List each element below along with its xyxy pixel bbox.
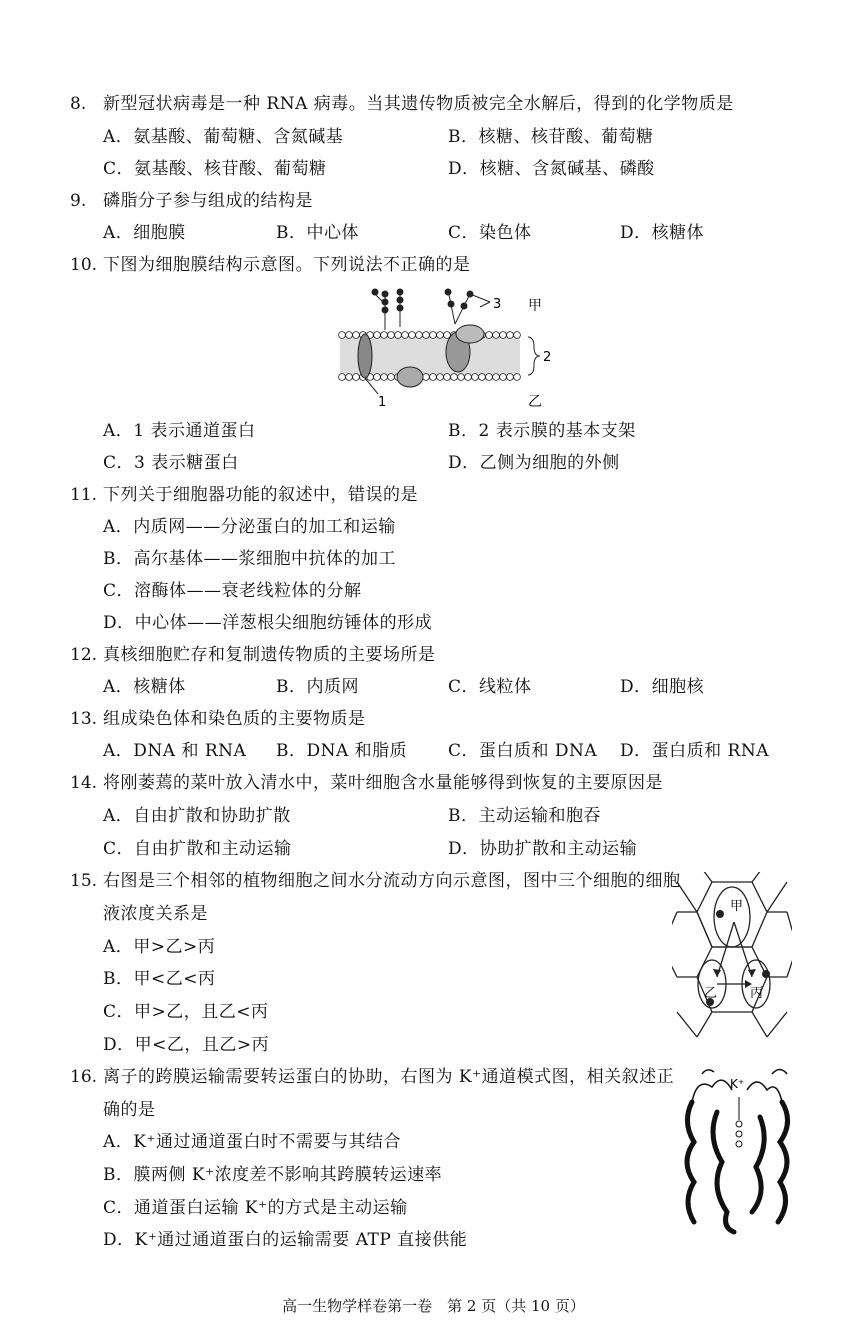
phospholipid-head	[493, 332, 500, 339]
question-15-option-c: C．甲>乙，且乙<丙	[103, 1002, 269, 1022]
plant-cells-diagram	[672, 872, 792, 1042]
question-14-option-c: C．自由扩散和主动运输	[103, 839, 292, 859]
k-ion-label: K⁺	[730, 1077, 745, 1091]
question-9-option-b: B．中心体	[276, 223, 359, 243]
phospholipid-head	[374, 374, 381, 381]
membrane-label-1: 1	[378, 395, 387, 410]
phospholipid-head	[339, 332, 346, 339]
question-8-option-c: C．氨基酸、核苷酸、葡萄糖	[103, 159, 327, 179]
question-8-option-b: B．核糖、核苷酸、葡萄糖	[448, 127, 654, 147]
phospholipid-head	[374, 332, 381, 339]
glycoprotein	[456, 325, 484, 343]
question-13-option-d: D．蛋白质和 RNA	[620, 741, 769, 761]
phospholipid-head	[507, 374, 514, 381]
page-footer: 高一生物学样卷第一卷 第 2 页（共 10 页）	[282, 1297, 585, 1315]
question-14-option-d: D．协助扩散和主动运输	[448, 839, 638, 859]
membrane-label-3: 3	[493, 297, 502, 312]
phospholipid-head	[402, 332, 409, 339]
phospholipid-head	[423, 374, 430, 381]
phospholipid-head	[500, 374, 507, 381]
question-14-option-b: B．主动运输和胞吞	[448, 806, 601, 826]
question-16-option-c: C．通道蛋白运输 K⁺的方式是主动运输	[103, 1198, 408, 1218]
phospholipid-head	[423, 332, 430, 339]
question-12-option-b: B．内质网	[276, 677, 359, 697]
phospholipid-head	[507, 332, 514, 339]
peripheral-protein	[397, 367, 423, 387]
membrane-side-bottom: 乙	[528, 394, 542, 410]
question-9-option-a: A．细胞膜	[103, 223, 186, 243]
question-11-option-b: B．高尔基体——浆细胞中抗体的加工	[103, 549, 396, 569]
question-9-stem: 磷脂分子参与组成的结构是	[103, 191, 313, 211]
phospholipid-head	[514, 374, 521, 381]
phospholipid-head	[346, 332, 353, 339]
question-12-option-d: D．细胞核	[620, 677, 705, 697]
cell-label-bing: 丙	[750, 986, 764, 1001]
phospholipid-head	[388, 374, 395, 381]
phospholipid-head	[437, 332, 444, 339]
question-12-option-c: C．线粒体	[448, 677, 532, 697]
question-16-option-b: B．膜两侧 K⁺浓度差不影响其跨膜转运速率	[103, 1165, 443, 1185]
question-13-stem: 组成染色体和染色质的主要物质是	[103, 709, 366, 729]
cell-membrane-diagram	[330, 282, 560, 412]
question-10-stem: 下图为细胞膜结构示意图。下列说法不正确的是	[103, 255, 471, 275]
question-12-stem: 真核细胞贮存和复制遗传物质的主要场所是	[103, 645, 436, 665]
question-16-stem-line2: 确的是	[103, 1100, 156, 1120]
phospholipid-head	[339, 374, 346, 381]
question-10-option-d: D．乙侧为细胞的外侧	[448, 453, 620, 473]
phospholipid-head	[486, 332, 493, 339]
question-10-option-a: A．1 表示通道蛋白	[103, 421, 256, 441]
phospholipid-head	[388, 332, 395, 339]
question-13-option-b: B．DNA 和脂质	[276, 741, 408, 761]
phospholipid-head	[395, 332, 402, 339]
question-12-number: 12.	[70, 645, 98, 665]
phospholipid-head	[353, 374, 360, 381]
question-14-option-a: A．自由扩散和协助扩散	[103, 806, 291, 826]
question-15-option-d: D．甲<乙，且乙>丙	[103, 1035, 270, 1055]
question-8-option-d: D．核糖、含氮碱基、磷酸	[448, 159, 655, 179]
question-9-option-c: C．染色体	[448, 223, 532, 243]
question-12-option-a: A．核糖体	[103, 677, 186, 697]
question-10-option-c: C．3 表示糖蛋白	[103, 453, 239, 473]
question-11-option-c: C．溶酶体——衰老线粒体的分解	[103, 581, 362, 601]
question-10-number: 10.	[70, 255, 98, 275]
k-channel-diagram	[672, 1062, 807, 1242]
membrane-side-top: 甲	[528, 298, 542, 314]
question-8-number: 8.	[70, 94, 87, 114]
phospholipid-head	[409, 332, 416, 339]
question-11-option-d: D．中心体——洋葱根尖细胞纺锤体的形成	[103, 613, 433, 633]
phospholipid-head	[416, 332, 423, 339]
question-15-stem: 右图是三个相邻的植物细胞之间水分流动方向示意图，图中三个细胞的细胞	[103, 871, 681, 891]
question-11-stem: 下列关于细胞器功能的叙述中，错误的是	[103, 485, 418, 505]
phospholipid-head	[381, 374, 388, 381]
question-8-option-a: A．氨基酸、葡萄糖、含氮碱基	[103, 127, 344, 147]
phospholipid-head	[353, 332, 360, 339]
phospholipid-head	[493, 374, 500, 381]
question-16-option-a: A．K⁺通过通道蛋白时不需要与其结合	[103, 1132, 401, 1152]
question-15-option-a: A．甲>乙>丙	[103, 937, 216, 957]
membrane-label-2: 2	[543, 350, 552, 365]
phospholipid-head	[451, 374, 458, 381]
question-16-option-d: D．K⁺通过通道蛋白的运输需要 ATP 直接供能	[103, 1230, 468, 1250]
phospholipid-head	[465, 374, 472, 381]
phospholipid-head	[437, 374, 444, 381]
question-11-number: 11.	[70, 485, 98, 505]
phospholipid-head	[430, 374, 437, 381]
question-16-stem: 离子的跨膜运输需要转运蛋白的协助，右图为 K⁺通道模式图，相关叙述正	[103, 1067, 675, 1087]
phospholipid-head	[479, 374, 486, 381]
question-13-number: 13.	[70, 709, 98, 729]
cell-label-jia: 甲	[730, 899, 744, 914]
phospholipid-head	[346, 374, 353, 381]
question-10-option-b: B．2 表示膜的基本支架	[448, 421, 636, 441]
phospholipid-head	[486, 374, 493, 381]
phospholipid-head	[472, 374, 479, 381]
phospholipid-head	[430, 332, 437, 339]
phospholipid-head	[381, 332, 388, 339]
question-13-option-c: C．蛋白质和 DNA	[448, 741, 598, 761]
channel-protein-1	[358, 334, 372, 378]
phospholipid-head	[458, 374, 465, 381]
question-14-stem: 将刚萎蔫的菜叶放入清水中，菜叶细胞含水量能够得到恢复的主要原因是	[103, 773, 663, 793]
question-15-option-b: B．甲<乙<丙	[103, 969, 216, 989]
question-16-number: 16.	[70, 1067, 98, 1087]
cell-label-yi: 乙	[704, 986, 718, 1001]
phospholipid-head	[444, 374, 451, 381]
phospholipid-head	[514, 332, 521, 339]
question-11-option-a: A．内质网——分泌蛋白的加工和运输	[103, 517, 396, 537]
question-9-option-d: D．核糖体	[620, 223, 705, 243]
question-14-number: 14.	[70, 773, 98, 793]
question-8-stem: 新型冠状病毒是一种 RNA 病毒。当其遗传物质被完全水解后，得到的化学物质是	[103, 94, 734, 114]
question-9-number: 9.	[70, 191, 87, 211]
question-13-option-a: A．DNA 和 RNA	[103, 741, 247, 761]
question-15-stem-line2: 液浓度关系是	[103, 904, 208, 924]
phospholipid-head	[500, 332, 507, 339]
question-15-number: 15.	[70, 871, 98, 891]
